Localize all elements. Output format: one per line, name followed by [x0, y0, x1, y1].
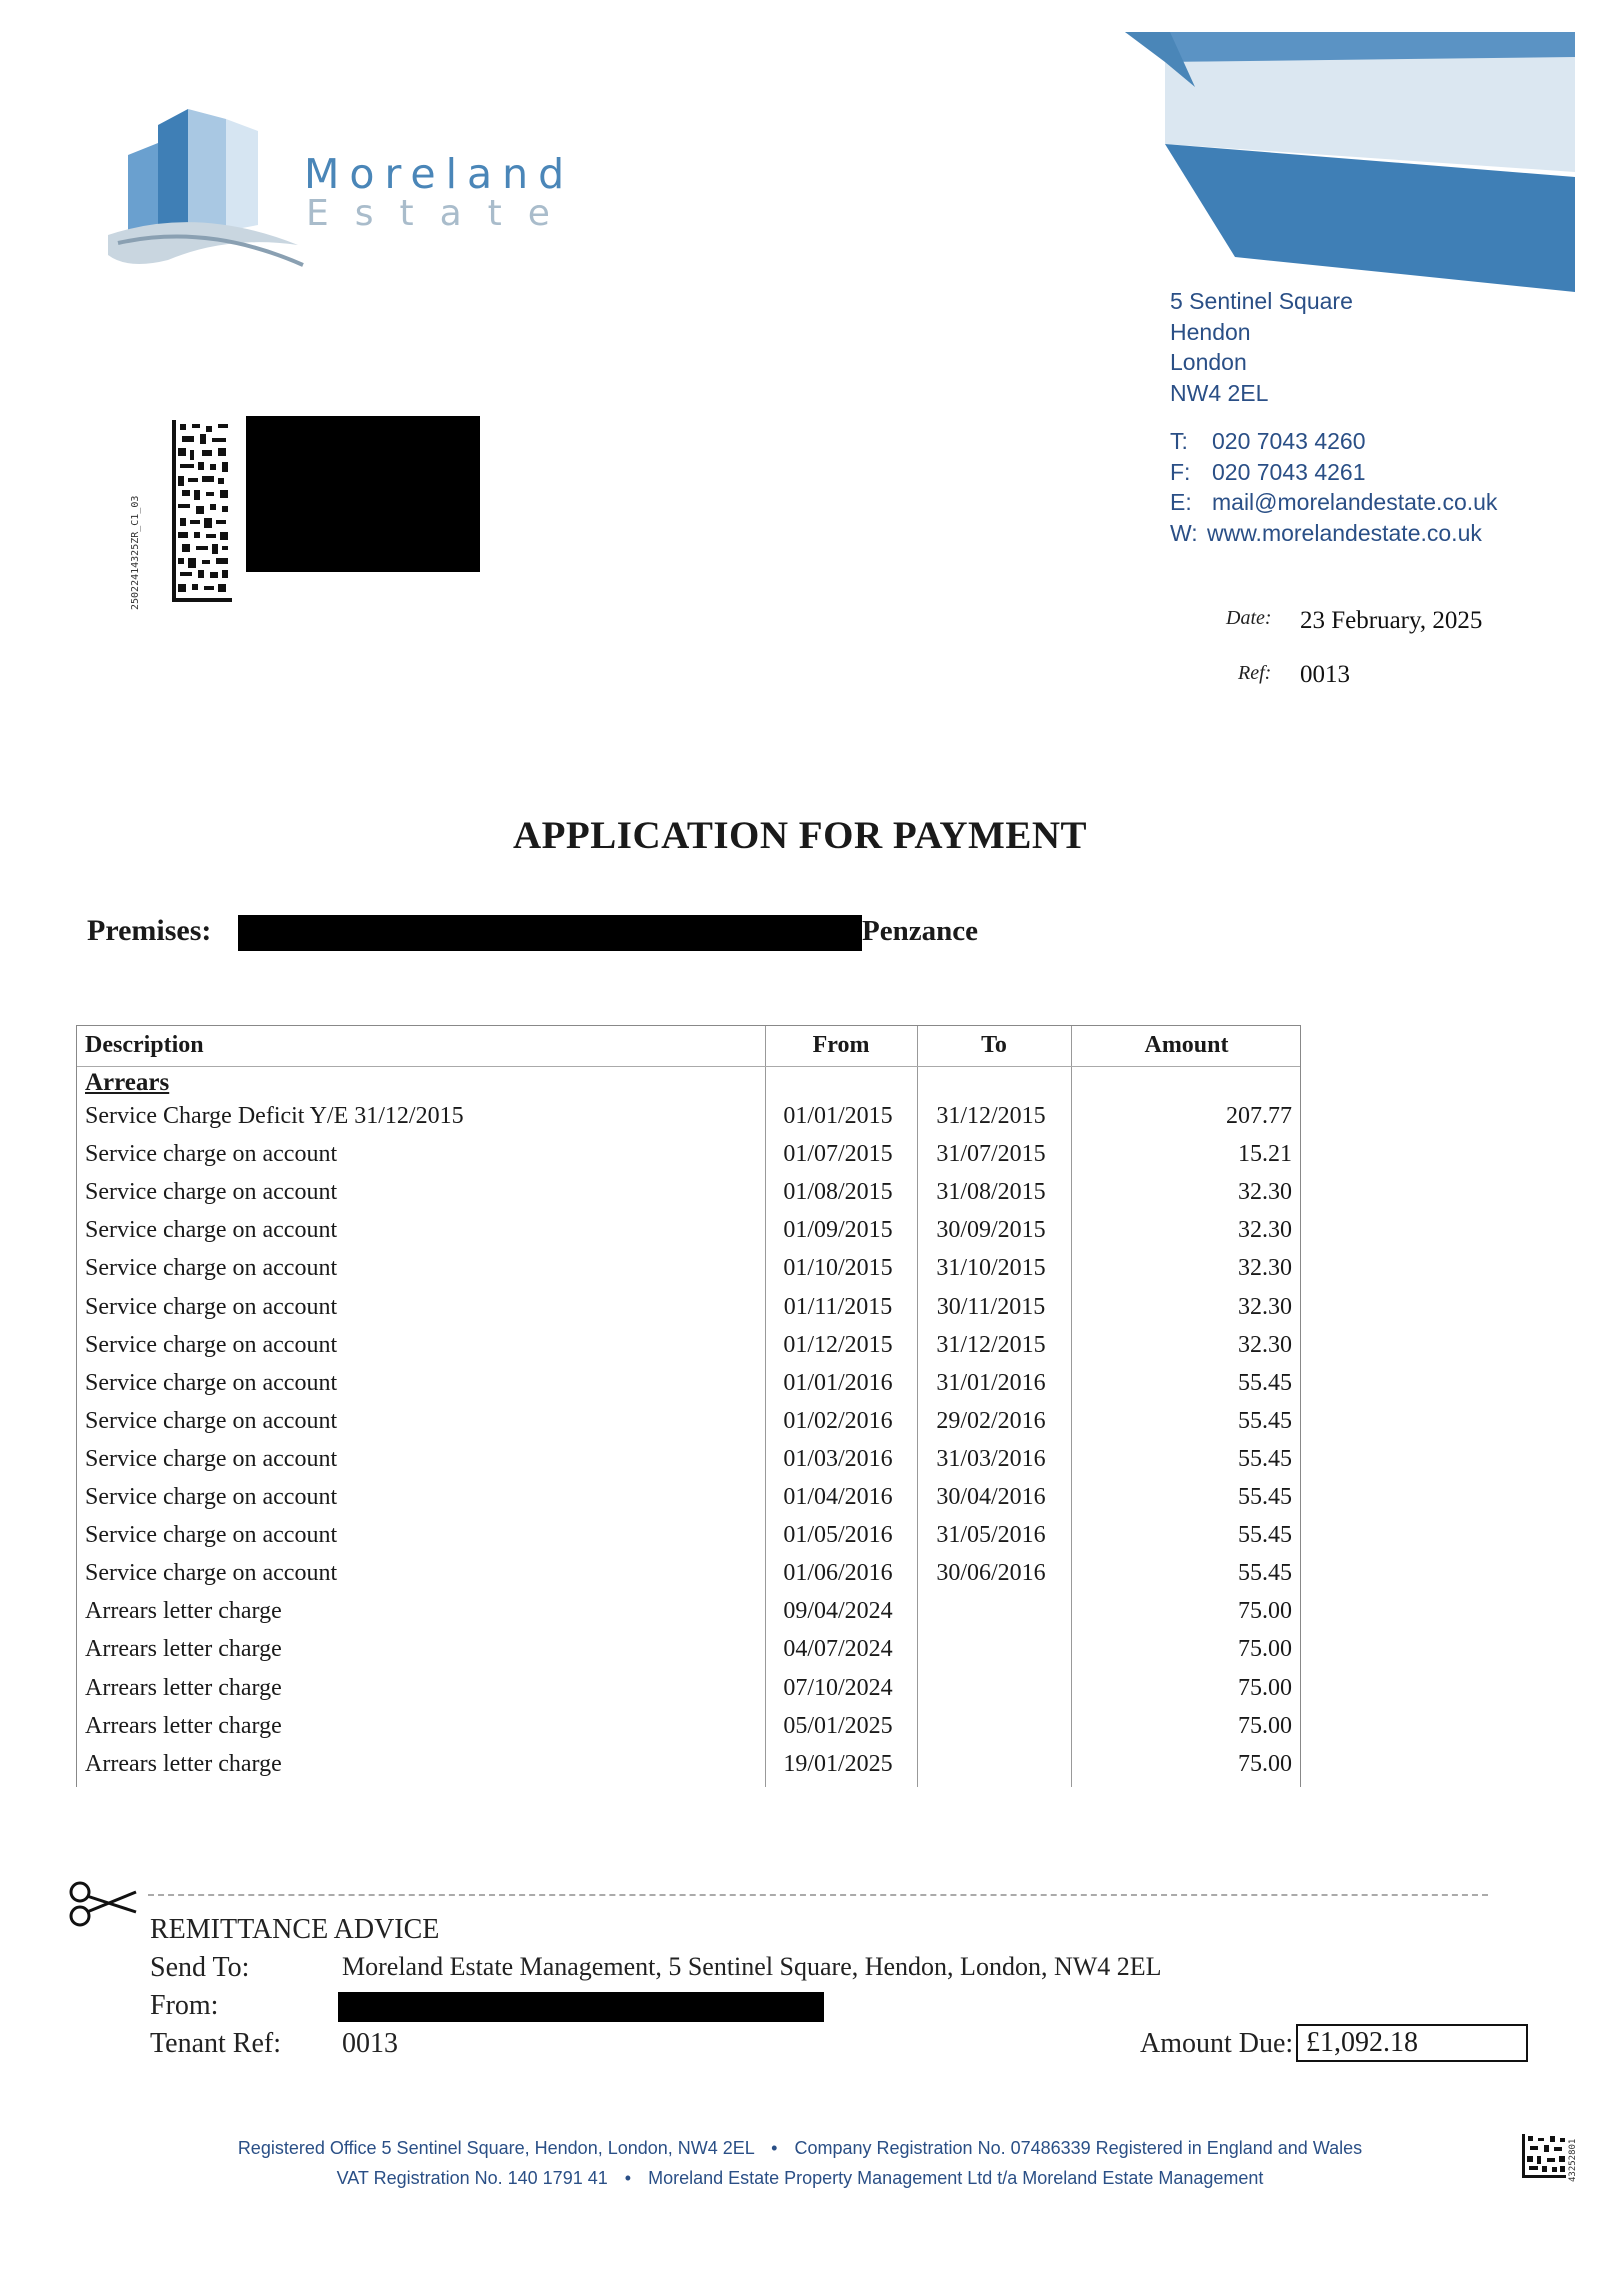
- cell-to: 29/02/2016: [936, 1407, 1046, 1434]
- cell-to: 30/11/2015: [936, 1293, 1046, 1320]
- cell-amount: 32.30: [1238, 1179, 1292, 1206]
- table-row: [77, 1675, 1300, 1713]
- cell-from: 01/10/2015: [783, 1255, 893, 1282]
- table-row: [77, 1484, 1300, 1522]
- barcode-text: 25022414325ZR_C1_03: [130, 495, 141, 610]
- cell-description: Service charge on account: [85, 1522, 338, 1549]
- cell-from: 01/06/2016: [783, 1560, 893, 1587]
- table-row: [77, 1217, 1300, 1255]
- cell-from: 01/01/2015: [783, 1103, 893, 1129]
- cell-from: 01/12/2015: [783, 1331, 893, 1358]
- cell-to: 30/06/2016: [936, 1560, 1046, 1587]
- cell-description: Service charge on account: [85, 1484, 338, 1510]
- remittance-title: REMITTANCE ADVICE: [150, 1914, 440, 1945]
- redacted-premises-address: [238, 915, 862, 951]
- building-logo-icon: [108, 95, 308, 295]
- table-row: [77, 1408, 1300, 1446]
- datamatrix-code-icon: [172, 420, 232, 602]
- address-line: NW4 2EL: [1170, 379, 1269, 406]
- cell-to: 31/12/2015: [936, 1103, 1046, 1129]
- cell-description: Service charge on account: [85, 1217, 338, 1244]
- table-row: [77, 1141, 1300, 1179]
- table-row: [77, 1446, 1300, 1484]
- cell-description: Arrears letter charge: [85, 1712, 282, 1739]
- header-to: To: [981, 1032, 1007, 1058]
- table-row: [77, 1560, 1300, 1598]
- premises-town: Penzance: [862, 915, 978, 947]
- cell-description: Arrears letter charge: [85, 1598, 282, 1625]
- cell-from: 01/05/2016: [783, 1522, 893, 1549]
- cell-description: Service charge on account: [85, 1293, 338, 1320]
- table-row: [77, 1255, 1300, 1293]
- header-amount: Amount: [1144, 1032, 1229, 1058]
- cell-description: Arrears letter charge: [85, 1636, 282, 1663]
- send-to-label: Send To:: [150, 1952, 250, 1983]
- footer-trading-name: Moreland Estate Property Management Ltd t/a Moreland Estate Management: [648, 2168, 1264, 2188]
- cell-from: 05/01/2025: [783, 1712, 893, 1739]
- cell-to: 30/09/2015: [936, 1217, 1046, 1244]
- document-title: APPLICATION FOR PAYMENT: [512, 814, 1088, 857]
- bullet-icon: •: [624, 2168, 632, 2188]
- cell-amount: 55.45: [1238, 1369, 1292, 1396]
- table-row: [77, 1332, 1300, 1370]
- footer-registered-office: Registered Office 5 Sentinel Square, Hendon, London, NW4 2EL: [237, 2138, 755, 2158]
- company-address: [1170, 286, 1353, 408]
- footer-line-1: [0, 2138, 1600, 2159]
- footer-datamatrix-icon: [1522, 2134, 1566, 2178]
- cell-to: 31/03/2016: [936, 1445, 1046, 1472]
- cell-amount: 32.30: [1238, 1255, 1292, 1282]
- table-row: [77, 1636, 1300, 1674]
- cell-from: 07/10/2024: [783, 1674, 893, 1701]
- ref-label: Ref:: [1238, 662, 1272, 684]
- cell-from: 01/11/2015: [783, 1293, 893, 1320]
- cell-description: Service charge on account: [85, 1141, 338, 1168]
- date-label: Date:: [1226, 607, 1272, 629]
- cell-to: 31/12/2015: [936, 1331, 1046, 1358]
- cell-to: 31/08/2015: [936, 1179, 1046, 1206]
- ref-value: 0013: [1300, 661, 1350, 688]
- cell-from: 19/01/2025: [783, 1750, 893, 1777]
- cell-amount: 55.45: [1238, 1445, 1292, 1472]
- amount-due-value: £1,092.18: [1296, 2024, 1528, 2062]
- cell-amount: 75.00: [1238, 1598, 1292, 1625]
- amount-due-label: Amount Due:: [1140, 2028, 1294, 2059]
- contact-email: E: mail@morelandestate.co.uk: [1170, 489, 1498, 515]
- cell-description: Service charge on account: [85, 1445, 338, 1472]
- header-banner-graphic: [1125, 32, 1575, 292]
- contact-fax: F: 020 7043 4261: [1170, 458, 1366, 485]
- section-heading-arrears: Arrears: [85, 1069, 170, 1096]
- cell-from: 01/09/2015: [783, 1217, 893, 1244]
- table-row: [77, 1522, 1300, 1560]
- cell-amount: 55.45: [1238, 1484, 1292, 1510]
- cell-amount: 75.00: [1238, 1636, 1292, 1663]
- header-divider: [77, 1066, 1300, 1067]
- table-row: [77, 1294, 1300, 1332]
- footer-company-registration: Company Registration No. 07486339 Registered in England and Wales: [794, 2138, 1363, 2158]
- cell-to: 31/01/2016: [936, 1369, 1046, 1396]
- premises-label: Premises:: [87, 914, 212, 947]
- cut-line: [148, 1894, 1488, 1896]
- cell-from: 01/07/2015: [783, 1141, 893, 1168]
- contact-phone: T: 020 7043 4260: [1170, 428, 1366, 454]
- table-row: [77, 1598, 1300, 1636]
- cell-from: 09/04/2024: [783, 1598, 893, 1625]
- table-row: [77, 1103, 1300, 1141]
- cell-amount: 207.77: [1226, 1103, 1292, 1129]
- cell-to: 31/05/2016: [936, 1522, 1046, 1549]
- cell-from: 04/07/2024: [783, 1636, 893, 1663]
- cell-from: 01/04/2016: [783, 1484, 893, 1510]
- cell-amount: 75.00: [1238, 1750, 1292, 1777]
- logo-subname: Estate: [306, 193, 576, 234]
- logo-name: Moreland: [304, 150, 575, 198]
- send-to-value: Moreland Estate Management, 5 Sentinel Square, Hendon, London, NW4 2EL: [342, 1952, 1162, 1981]
- table-row: [77, 1179, 1300, 1217]
- from-label: From:: [150, 1990, 219, 2021]
- address-line: 5 Sentinel Square: [1170, 288, 1353, 314]
- cell-description: Service charge on account: [85, 1255, 338, 1282]
- address-line: London: [1170, 349, 1247, 375]
- cell-amount: 75.00: [1238, 1712, 1292, 1739]
- cell-description: Service charge on account: [85, 1560, 338, 1587]
- address-line: Hendon: [1170, 318, 1251, 345]
- cell-from: 01/08/2015: [783, 1179, 893, 1206]
- contact-website: W: www.morelandestate.co.uk: [1170, 519, 1482, 546]
- table-row: [77, 1751, 1300, 1789]
- cell-amount: 15.21: [1238, 1141, 1292, 1168]
- company-logo: [108, 95, 576, 295]
- date-value: 23 February, 2025: [1300, 607, 1483, 634]
- company-contacts: [1170, 426, 1497, 548]
- cell-description: Arrears letter charge: [85, 1750, 282, 1777]
- cell-description: Service charge on account: [85, 1331, 338, 1358]
- table-row: [77, 1713, 1300, 1751]
- bullet-icon: •: [771, 2138, 778, 2158]
- cell-to: 30/04/2016: [936, 1484, 1046, 1510]
- cell-from: 01/03/2016: [783, 1445, 893, 1472]
- table-row: [77, 1370, 1300, 1408]
- header-description: Description: [85, 1032, 204, 1058]
- footer-line-2: [0, 2168, 1600, 2189]
- cell-from: 01/01/2016: [783, 1369, 893, 1396]
- cell-to: 31/10/2015: [936, 1255, 1046, 1282]
- redacted-tenant-name: [338, 1992, 824, 2022]
- charges-table: [76, 1025, 1301, 1787]
- cell-description: Service Charge Deficit Y/E 31/12/2015: [85, 1103, 464, 1129]
- header-from: From: [812, 1032, 870, 1058]
- cell-amount: 75.00: [1238, 1674, 1292, 1701]
- cell-amount: 32.30: [1238, 1293, 1292, 1320]
- tenant-ref-value: 0013: [342, 2028, 398, 2059]
- cell-description: Arrears letter charge: [85, 1674, 282, 1701]
- cell-description: Service charge on account: [85, 1179, 338, 1206]
- cell-to: 31/07/2015: [936, 1141, 1046, 1168]
- cell-description: Service charge on account: [85, 1369, 338, 1396]
- redacted-recipient-address: [246, 416, 480, 572]
- tenant-ref-label: Tenant Ref:: [150, 2028, 281, 2059]
- cell-amount: 32.30: [1238, 1331, 1292, 1358]
- cell-from: 01/02/2016: [783, 1407, 893, 1434]
- cell-amount: 32.30: [1238, 1217, 1292, 1244]
- footer-vat-registration: VAT Registration No. 140 1791 41: [336, 2168, 608, 2188]
- cell-amount: 55.45: [1238, 1407, 1292, 1434]
- scissors-icon: [66, 1878, 138, 1930]
- cell-description: Service charge on account: [85, 1407, 338, 1434]
- footer-code-text: 43252801: [1568, 2138, 1578, 2182]
- cell-amount: 55.45: [1238, 1522, 1292, 1549]
- cell-amount: 55.45: [1238, 1560, 1292, 1587]
